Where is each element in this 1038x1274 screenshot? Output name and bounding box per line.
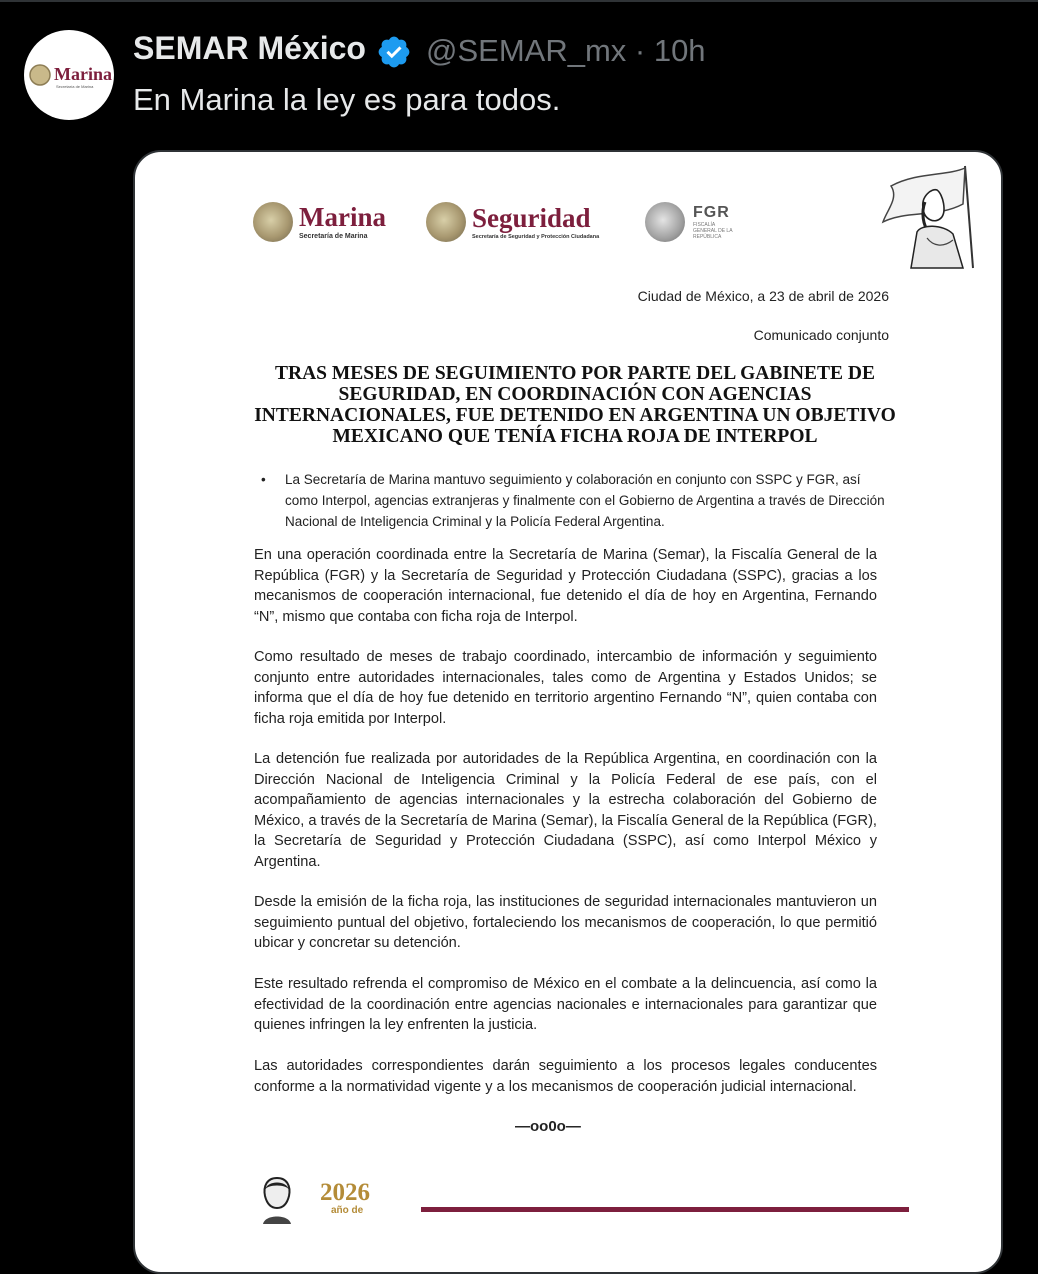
fgr-logo — [645, 202, 739, 242]
national-seal-icon — [426, 202, 466, 242]
seguridad-logo-text: Seguridad — [472, 202, 591, 233]
seguridad-logo — [426, 202, 599, 242]
communique-label: Comunicado conjunto — [753, 327, 889, 343]
handle-and-time[interactable]: @SEMAR_mx · 10h — [426, 33, 706, 68]
fgr-logo-subtext: FISCALÍA GENERAL DE LA REPÚBLICA — [693, 222, 733, 240]
paragraph-5: Este resultado refrenda el compromiso de México en el combate a la delincuencia, así como la efectividad de la coordinación entre agencias nacionales e internacionales para garantizar que quienes infringen la ley enfrenten la justicia. — [254, 976, 877, 1033]
marina-logo — [253, 202, 386, 242]
verified-badge-icon — [376, 34, 412, 70]
paragraph-2: Como resultado de meses de trabajo coordinado, intercambio de información y seguimiento conjunto entre autoridades internacionales, tales como de Argentina y Estados Unidos; se informa que el día de hoy fue detenido en territorio argentino Fernando “N”, quien contaba con ficha roja emitida por Interpol. — [254, 649, 877, 727]
avatar[interactable] — [24, 30, 114, 120]
closing-mark: —oo0o— — [515, 1118, 581, 1135]
top-divider — [0, 0, 1038, 2]
author-name[interactable]: SEMAR México — [133, 30, 366, 66]
attached-image[interactable] — [133, 150, 1003, 1274]
footer-divider — [421, 1207, 909, 1212]
dateline: Ciudad de México, a 23 de abril de 2026 — [637, 288, 889, 304]
marina-logo-text: Marina — [299, 202, 386, 232]
headline: TRAS MESES DE SEGUIMIENTO POR PARTE DEL GABINETE DE SEGURIDAD, EN COORDINACIÓN CON AGENCIAS INTERNACIONALES, FUE DETENIDO EN ARGENTINA UN OBJETIVO MEXICANO QUE TENÍA FICHA ROJA DE INTERPOL — [254, 363, 896, 447]
paragraph-3: La detención fue realizada por autoridades de la República Argentina, en coordinación con la Dirección Nacional de Inteligencia Criminal y la Policía Federal de ese país, con el acompañamiento de agencias internacionales y la estrecha colaboración del Gobierno de México, a través de la Secretaría de Marina (Semar), la Fiscalía General de la República (FGR), la Secretaría de Seguridad y Protección Ciudadana (SSPC), así como Interpol México y Argentina. — [254, 751, 877, 870]
bullet-icon: • — [261, 472, 266, 487]
footer-year-subtext: año de — [331, 1205, 364, 1216]
avatar-sublabel: Secretaría de Marina — [56, 84, 94, 89]
national-seal-icon — [645, 202, 685, 242]
seguridad-logo-subtext: Secretaría de Seguridad y Protección Ciudadana — [472, 233, 600, 240]
summary-bullet-text: La Secretaría de Marina mantuvo seguimiento y colaboración en conjunto con SSPC y FGR, así como Interpol, agencias extranjeras y finalmente con el Gobierno de Argentina a través de Dirección Nacional de Inteligencia Criminal y la Policía Federal Argentina. — [285, 472, 885, 529]
marina-avatar-logo — [24, 30, 114, 120]
tweet-text: En Marina la ley es para todos. — [133, 82, 561, 117]
summary-bullet — [261, 469, 885, 532]
paragraph-6: Las autoridades correspondientes darán seguimiento a los procesos legales conducentes conforme a la normatividad vigente y a los mecanismos de cooperación judicial internacional. — [254, 1058, 877, 1095]
heroine-flag-illustration — [877, 162, 977, 272]
paragraph-4: Desde la emisión de la ficha roja, las instituciones de seguridad internacionales mantuvieron un seguimiento puntual del objetivo, fortaleciendo los mecanismos de cooperación, lo que permitió ubicar y concretar su detención. — [254, 894, 877, 951]
footer-year: 2026 — [320, 1179, 370, 1206]
press-release-document — [135, 152, 1001, 1272]
paragraph-1: En una operación coordinada entre la Secretaría de Marina (Semar), la Fiscalía General de la República (FGR) y la Secretaría de Seguridad y Protección Ciudadana (SSPC), gracias a los mecanismos de cooperación internacional, fue detenido el día de hoy en Argentina, Fernando “N”, mismo que contaba con ficha roja de Interpol. — [254, 547, 877, 625]
portrait-illustration — [257, 1174, 297, 1224]
avatar-label: Marina — [54, 64, 112, 84]
fgr-logo-text: FGR — [693, 204, 730, 221]
marina-logo-subtext: Secretaría de Marina — [299, 233, 368, 240]
national-seal-icon — [253, 202, 293, 242]
